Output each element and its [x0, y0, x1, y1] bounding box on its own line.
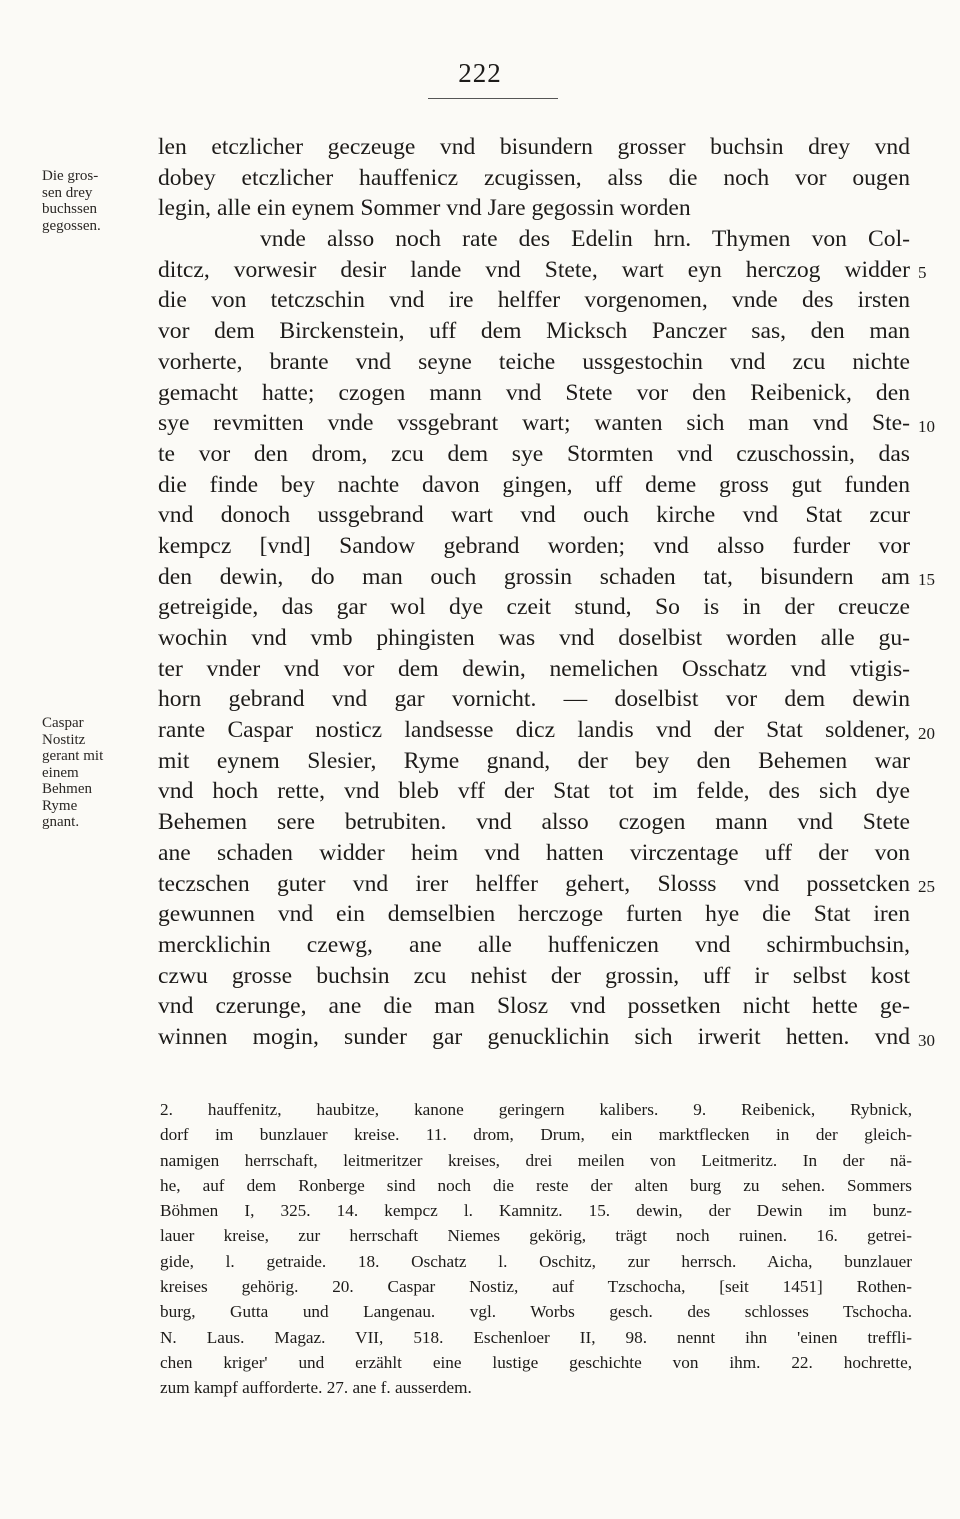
margin-note-line: Caspar — [42, 715, 84, 731]
text-line: Behemen sere betrubiten. vnd alsso czogen mann vnd Stete — [158, 809, 910, 836]
text-line: vorherte, brante vnd seyne teiche ussgestochin vnd zcu nichte — [158, 348, 910, 375]
text-line: sye revmitten vnde vssgebrant wart; wanten sich man vnd Ste- — [158, 410, 910, 437]
text-line: gemacht hatte; czogen mann vnd Stete vor den Reibenick, den — [158, 379, 910, 406]
text-line: vnd hoch rette, vnd bleb vff der Stat tot im felde, des sich dye — [158, 778, 910, 805]
margin-note-line: Ryme — [42, 797, 78, 814]
footnote-line: kreises gehörig. 20. Caspar Nostiz, auf Tzschocha, [seit 1451] Rothen- — [160, 1277, 912, 1297]
text-line: vnde alsso noch rate des Edelin hrn. Thymen von Col- — [260, 226, 910, 253]
margin-note-line: sen drey — [42, 184, 93, 201]
margin-note-line: Nostitz — [42, 731, 86, 748]
text-line: len etczlicher geczeuge vnd bisundern grosser buchsin drey vnd — [158, 134, 910, 160]
line-number: 30 — [918, 1031, 935, 1050]
main-text — [158, 132, 910, 1053]
text-line: ter vnder vnd vor dem dewin, nemelichen Osschatz vnd vtigis- — [158, 655, 910, 682]
text-line: dobey etczlicher hauffenicz zcugissen, alss die noch vor ougen — [158, 164, 910, 191]
footnote-line: namigen herrschaft, leitmeritzer kreises, drei meilen von Leitmeritz. In der nä- — [160, 1150, 912, 1170]
text-line: rante Caspar nosticz landsesse dicz landis vnd der Stat soldener, — [158, 717, 910, 744]
margin-note-line: gerant mit — [42, 748, 104, 764]
text-line: den dewin, do man ouch grossin schaden tat, bisundern am — [158, 563, 910, 590]
text-line: mit eynem Slesier, Ryme gnand, der bey den Behemen war — [158, 747, 910, 774]
text-line: vnd czerunge, ane die man Slosz vnd possetken nicht hette ge- — [158, 993, 910, 1020]
footnote-line: chen kriger' und erzählt eine lustige geschichte von ihm. 22. hochrette, — [160, 1352, 912, 1372]
footnote-line: zum kampf aufforderte. 27. ane f. ausserdem. — [160, 1378, 472, 1398]
text-line: getreigide, das gar wol dye czeit stund, So is in der creucze — [158, 594, 910, 621]
text-line: ane schaden widder heim vnd hatten virczentage uff der von — [158, 839, 910, 866]
line-number: 5 — [918, 263, 927, 282]
margin-note-line: gegossen. — [42, 217, 101, 234]
line-number: 20 — [918, 724, 935, 743]
footnotes — [160, 1097, 912, 1401]
line-number: 10 — [918, 417, 935, 436]
text-line: vor dem Birckenstein, uff dem Micksch Panczer sas, den man — [158, 318, 910, 345]
text-line: die finde bey nachte davon gingen, uff deme gross gut funden — [158, 471, 910, 498]
text-line: vnd donoch ussgebrand wart vnd ouch kirche vnd Stat zcur — [158, 502, 910, 529]
footnote-line: he, auf dem Ronberge sind noch die reste der alten burg zu sehen. Sommers — [160, 1175, 912, 1195]
text-line: kempcz [vnd] Sandow gebrand worden; vnd alsso furder vor — [158, 532, 910, 559]
footnote-line: Böhmen I, 325. 14. kempcz l. Kamnitz. 15. dewin, der Dewin im bunz- — [160, 1201, 912, 1221]
text-line: die von tetczschin vnd ire helffer vorgenomen, vnde des irsten — [158, 287, 910, 314]
text-line: te vor den drom, zcu dem sye Stormten vnd czuschossin, das — [158, 440, 910, 467]
margin-note-line: buchssen — [42, 201, 97, 217]
margin-note-line: Behmen — [42, 781, 92, 797]
text-line: gewunnen vnd ein demselbien herczoge furten hye die Stat iren — [158, 901, 910, 928]
page-number: 222 — [458, 58, 502, 88]
margin-note-line: gnant. — [42, 814, 80, 830]
footnote-line: lauer kreise, zur herrschaft Niemes gekörig, trägt noch ruinen. 16. getrei- — [160, 1226, 912, 1246]
line-number: 25 — [918, 877, 935, 896]
margin-note-caspar — [42, 715, 154, 831]
margin-note-line: Die gros- — [42, 168, 99, 184]
margin-note-cannons — [42, 168, 154, 234]
footnote-line: dorf im bunzlauer kreise. 11. drom, Drum, ein marktflecken in der gleich- — [160, 1125, 912, 1145]
footnote-line: N. Laus. Magaz. VII, 518. Eschenloer II, 98. nennt ihn 'einen treffli- — [160, 1327, 912, 1347]
text-line: winnen mogin, sunder gar genucklichin sich irwerit hetten. vnd — [158, 1023, 910, 1050]
footnote-line: gide, l. getraide. 18. Oschatz l. Oschitz, zur herrsch. Aicha, bunzlauer — [160, 1251, 912, 1271]
margin-note-line: einem — [42, 764, 79, 781]
text-line: mercklichin czewg, ane alle huffeniczen vnd schirmbuchsin, — [158, 931, 910, 958]
line-number: 15 — [918, 570, 935, 589]
header-rule — [428, 98, 558, 99]
text-line: horn gebrand vnd gar vornicht. — doselbist vor dem dewin — [158, 686, 910, 713]
text-line: teczschen guter vnd irer helffer gehert, Slosss vnd possetcken — [158, 870, 910, 897]
footnote-line: 2. hauffenitz, haubitze, kanone geringern kalibers. 9. Reibenick, Rybnick, — [160, 1100, 912, 1119]
text-line: legin, alle ein eynem Sommer vnd Jare gegossin worden — [158, 195, 691, 222]
footnote-line: burg, Gutta und Langenau. vgl. Worbs gesch. des schlosses Tschocha. — [160, 1302, 912, 1322]
text-line: czwu grosse buchsin zcu nehist der grossin, uff ir selbst kost — [158, 962, 910, 989]
text-line: ditcz, vorwesir desir lande vnd Stete, wart eyn herczog widder — [158, 256, 910, 283]
text-line: wochin vnd vmb phingisten was vnd doselbist worden alle gu- — [158, 625, 910, 651]
